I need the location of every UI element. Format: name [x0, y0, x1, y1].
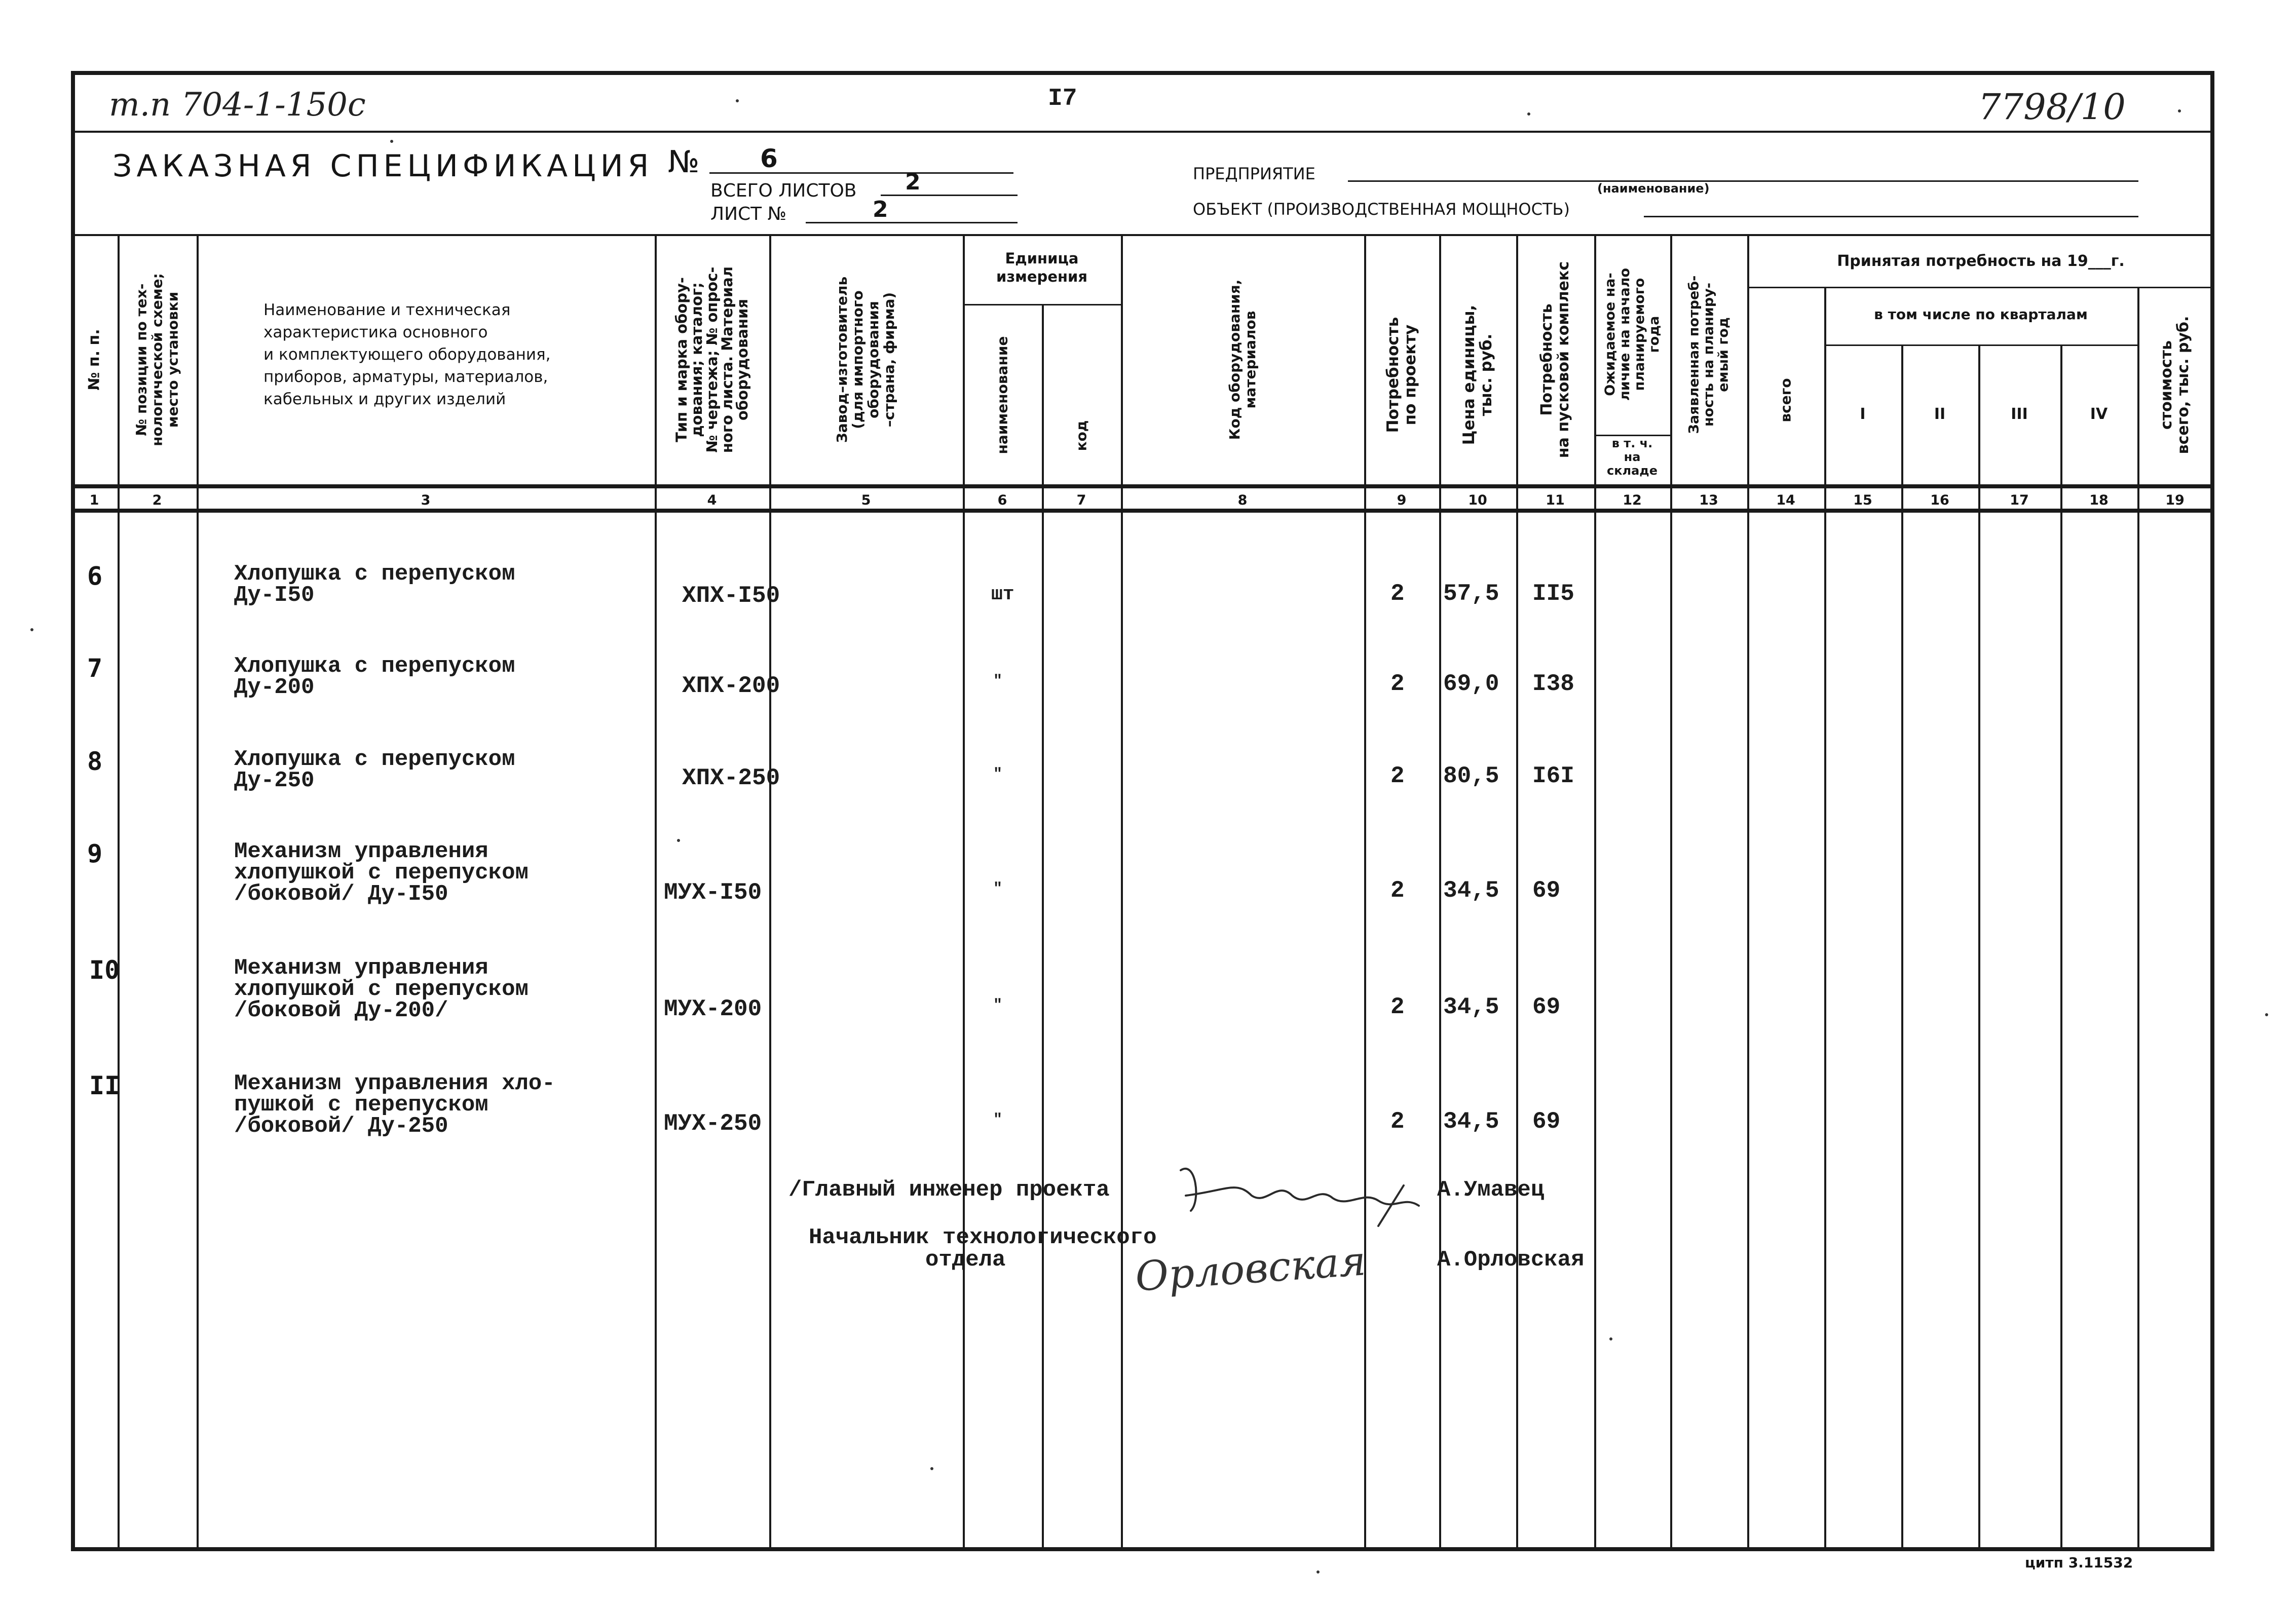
colnum-4: 4 [707, 492, 717, 508]
frame-top [71, 71, 2214, 75]
item-price: 34,5 [1443, 994, 1499, 1020]
item-type: ХПХ-I50 [682, 583, 780, 609]
item-qty: 2 [1390, 1108, 1405, 1135]
item-unit: " [993, 766, 1003, 783]
item-type: МУХ-200 [664, 996, 762, 1022]
item-need: I6I [1532, 763, 1574, 789]
header-c7: код [1073, 420, 1090, 451]
quarters-group-line [1824, 344, 2137, 346]
spec-number-value: 6 [760, 144, 778, 173]
item-unit: " [993, 997, 1003, 1014]
page-number: I7 [1048, 85, 1077, 112]
col-line-16 [1978, 344, 1980, 1550]
item-need: 69 [1532, 1108, 1561, 1135]
table-header-top [71, 234, 2214, 236]
colnum-14: 14 [1776, 492, 1795, 508]
header-c9: Потребность по проекту [1384, 317, 1419, 433]
header-unit-group: Единица измерения [996, 250, 1087, 285]
top-strip-divider [71, 131, 2214, 133]
header-c12-sub: в т. ч. на складе [1607, 436, 1658, 478]
chief-engineer-signature [1165, 1150, 1429, 1231]
item-name: Хлопушка с перепуском Ду-250 [234, 747, 515, 793]
colnum-16: 16 [1930, 492, 1949, 508]
colnum-15: 15 [1853, 492, 1872, 508]
col-line-17 [2060, 344, 2062, 1550]
scan-speck [736, 99, 739, 102]
item-unit: " [993, 880, 1003, 898]
head-label-2: отдела [925, 1247, 1006, 1273]
item-qty: 2 [1390, 994, 1405, 1020]
col-line-10 [1516, 234, 1518, 1550]
item-need: I38 [1532, 671, 1574, 697]
header-c17: III [2011, 405, 2028, 423]
colnum-2: 2 [152, 492, 162, 508]
row-number: 7 [87, 654, 103, 683]
item-unit: шт [991, 584, 1014, 605]
col-line-5 [963, 234, 965, 1550]
col-line-6 [1042, 304, 1044, 1550]
header-c5: Завод–изготовитель (для импортного оборудования –страна, фирма) [834, 276, 897, 443]
item-price: 69,0 [1443, 671, 1499, 697]
col-line-8 [1364, 234, 1366, 1550]
scan-speck [30, 628, 33, 631]
row-number: 8 [87, 747, 103, 776]
sheet-code: 7798/10 [1978, 86, 2126, 128]
header-accepted-group: Принятая потребность на 19___г. [1837, 252, 2125, 270]
row-number: 6 [87, 561, 103, 591]
total-sheets-label: ВСЕГО ЛИСТОВ [710, 180, 857, 201]
colnum-9: 9 [1397, 492, 1407, 508]
col-line-18 [2137, 287, 2139, 1550]
item-need: II5 [1532, 581, 1574, 607]
colnum-8: 8 [1237, 492, 1248, 508]
header-c12: Ожидаемое на- личие на начало планируемого года [1602, 267, 1662, 401]
scan-speck [677, 839, 680, 842]
header-c3: Наименование и техническая характеристика основного и комплектующего оборудования, приборов, арматуры, материалов, кабельных и других изделий [264, 301, 551, 408]
col-line-15 [1901, 344, 1903, 1550]
header-c1: № п. п. [85, 329, 103, 391]
colnum-1: 1 [89, 492, 99, 508]
item-type: ХПХ-250 [682, 765, 780, 791]
header-c10: Цена единицы, тыс. руб. [1460, 304, 1495, 445]
project-code: т.п 704-1-150с [109, 86, 366, 124]
scan-speck [1527, 112, 1530, 116]
col-line-12 [1670, 234, 1672, 1550]
colnum-10: 10 [1468, 492, 1487, 508]
item-type: МУХ-250 [664, 1110, 762, 1137]
item-price: 57,5 [1443, 581, 1499, 607]
colnum-11: 11 [1546, 492, 1565, 508]
header-c16: II [1934, 405, 1946, 423]
header-quarters-group: в том числе по кварталам [1874, 306, 2088, 323]
item-need: 69 [1532, 877, 1561, 904]
row-number: II [89, 1071, 120, 1100]
item-qty: 2 [1390, 763, 1405, 789]
total-sheets-value: 2 [905, 169, 921, 195]
colnum-18: 18 [2089, 492, 2109, 508]
head-signature: Орловская [1134, 1237, 1368, 1300]
colnum-19: 19 [2165, 492, 2185, 508]
sheet-label: ЛИСТ № [710, 204, 787, 224]
frame-bottom [71, 1547, 2214, 1551]
colnum-12: 12 [1623, 492, 1642, 508]
item-type: МУХ-I50 [664, 879, 762, 906]
scan-speck [1609, 1337, 1612, 1340]
item-name: Механизм управления хлопушкой с перепуском /боковой Ду-200/ [234, 955, 529, 1023]
item-name: Хлопушка с перепуском Ду-I50 [234, 561, 515, 608]
naming-note: (наименование) [1597, 181, 1710, 196]
col-line-4 [769, 234, 771, 1550]
row-number: I0 [89, 955, 120, 985]
item-name: Хлопушка с перепуском Ду-200 [234, 654, 515, 700]
scan-speck [1316, 1570, 1320, 1573]
col-line-11 [1594, 234, 1596, 1550]
col-line-9 [1439, 234, 1441, 1550]
chief-engineer-name: А.Умавец [1437, 1177, 1545, 1203]
colnum-3: 3 [421, 492, 431, 508]
item-price: 34,5 [1443, 877, 1499, 904]
head-label-1: Начальник технологического [809, 1225, 1157, 1250]
colnum-7: 7 [1076, 492, 1086, 508]
header-c18: IV [2090, 405, 2108, 423]
item-price: 34,5 [1443, 1108, 1499, 1135]
item-name: Механизм управления хло- пушкой с перепуском /боковой/ Ду-250 [234, 1071, 555, 1139]
accepted-group-line [1747, 287, 2214, 288]
col-line-7 [1121, 234, 1123, 1550]
scan-speck [390, 140, 393, 143]
print-mark: цитп 3.11532 [2025, 1554, 2133, 1571]
header-c14: всего [1777, 378, 1794, 423]
item-unit: " [993, 673, 1003, 690]
enterprise-label: ПРЕДПРИЯТИЕ [1193, 164, 1315, 183]
colnum-5: 5 [861, 492, 871, 508]
enterprise-line [1348, 180, 2138, 182]
header-c11: Потребность на пусковой комплекс [1538, 261, 1572, 458]
table-header-bottom [71, 484, 2214, 488]
col-line-3 [655, 234, 657, 1550]
item-unit: " [993, 1111, 1003, 1129]
col-line-13 [1747, 234, 1749, 1550]
col-line-1 [118, 234, 120, 1550]
scan-speck [2265, 1013, 2268, 1016]
sheet-value: 2 [873, 197, 888, 222]
header-c8: Код оборудования, материалов [1226, 279, 1259, 440]
item-qty: 2 [1390, 877, 1405, 904]
colnum-17: 17 [2010, 492, 2029, 508]
column-numbers-bottom [71, 509, 2214, 513]
item-type: ХПХ-200 [682, 673, 780, 699]
row-number: 9 [87, 839, 103, 868]
col-line-2 [197, 234, 199, 1550]
colnum-13: 13 [1699, 492, 1718, 508]
item-need: 69 [1532, 994, 1561, 1020]
col-line-14 [1824, 287, 1826, 1550]
spec-number-label: № [668, 144, 700, 180]
item-name: Механизм управления хлопушкой с перепуском /боковой/ Ду-I50 [234, 839, 529, 907]
header-c6: наименование [994, 336, 1011, 454]
frame-left [71, 71, 75, 1551]
object-line [1644, 216, 2138, 217]
item-qty: 2 [1390, 581, 1405, 607]
item-price: 80,5 [1443, 763, 1499, 789]
scan-speck [2178, 109, 2181, 112]
sheet-line [806, 222, 1018, 223]
frame-right [2210, 71, 2214, 1551]
header-c4: Тип и марка обору- дования; каталог; № чертежа; № опрос- ного листа. Материал оборудования [673, 266, 751, 453]
total-sheets-line [881, 195, 1018, 196]
head-name: А.Орловская [1437, 1247, 1585, 1273]
object-label: ОБЪЕКТ (ПРОИЗВОДСТВЕННАЯ МОЩНОСТЬ) [1193, 200, 1570, 219]
chief-engineer-label: /Главный инженер проекта [788, 1177, 1110, 1203]
scan-speck [930, 1467, 933, 1470]
header-c15: I [1860, 405, 1866, 423]
header-c2: № позиции по тех- нологической схеме; место установки [133, 273, 181, 446]
document-title: ЗАКАЗНАЯ СПЕЦИФИКАЦИЯ [112, 148, 654, 184]
header-c19: стоимость всего, тыс. руб. [2158, 316, 2192, 454]
spec-number-line [709, 172, 1013, 174]
item-qty: 2 [1390, 671, 1405, 697]
header-c13: Заявленная потреб- ность на планиру- емый год [1686, 275, 1732, 434]
colnum-6: 6 [997, 492, 1007, 508]
